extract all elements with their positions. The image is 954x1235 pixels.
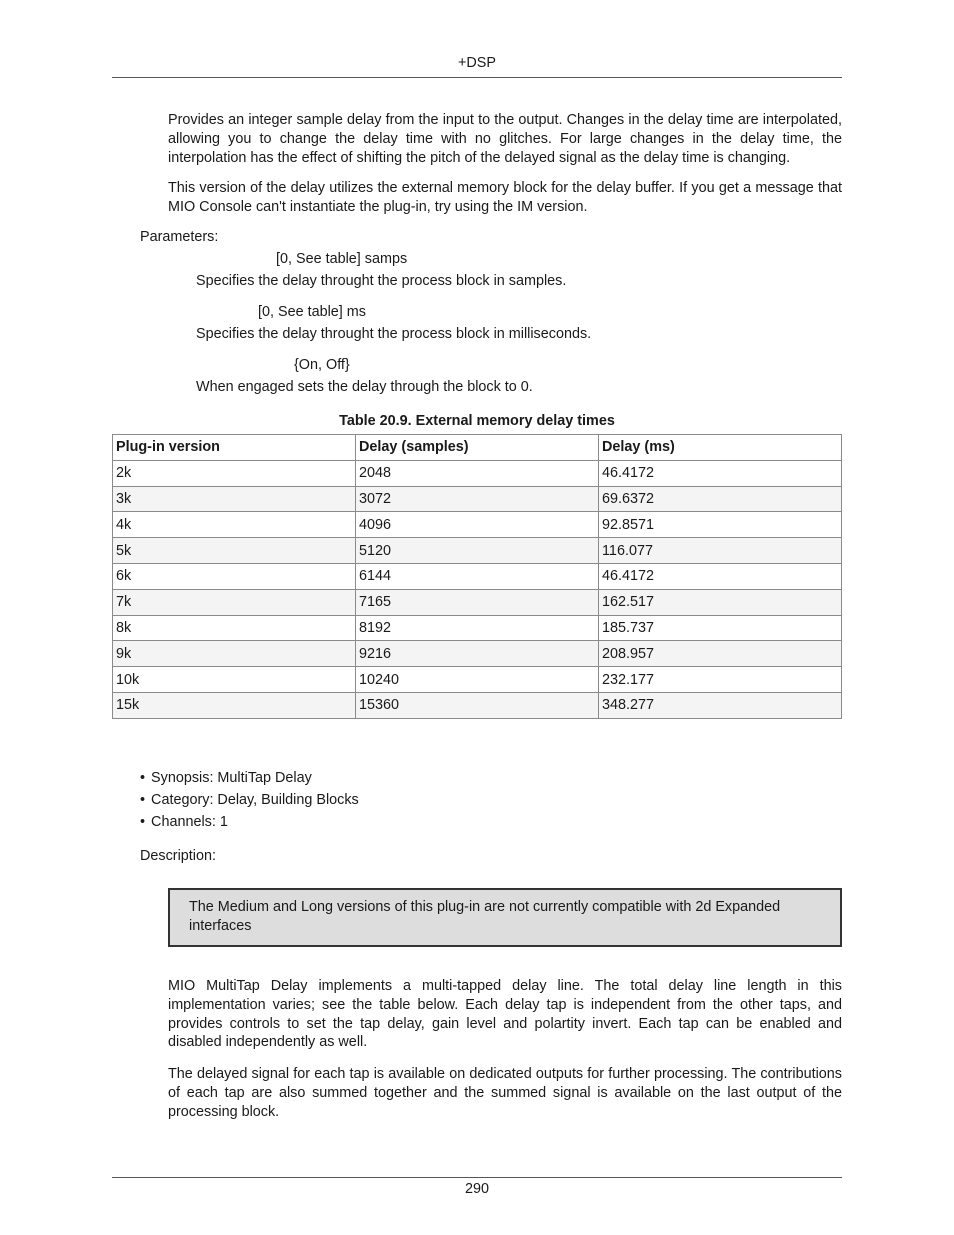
table-row — [113, 538, 842, 564]
cell-version: 2k — [113, 460, 356, 486]
table-row — [113, 460, 842, 486]
table-row — [113, 589, 842, 615]
cell-version: 7k — [113, 589, 356, 615]
cell-version: 15k — [113, 692, 356, 718]
cell-samples: 10240 — [356, 667, 599, 693]
cell-ms: 232.177 — [599, 667, 842, 693]
cell-version: 6k — [113, 563, 356, 589]
description-label: Description: — [140, 848, 216, 864]
param-2-range: [0, See table] ms — [258, 304, 366, 320]
parameters-label: Parameters: — [140, 229, 219, 245]
cell-samples: 5120 — [356, 538, 599, 564]
cell-version: 8k — [113, 615, 356, 641]
multitap-info-list — [140, 768, 359, 834]
intro-paragraph-1: Provides an integer sample delay from the input to the output. Changes in the delay time are interpolated, allowing you to change the delay time with no glitches. For large changes in the delay time, the interpolation has the effect of shifting the pitch of the delayed signal as the delay time is changing. — [168, 112, 842, 166]
cell-ms: 185.737 — [599, 615, 842, 641]
page-header-title: +DSP — [458, 55, 496, 71]
cell-ms: 348.277 — [599, 692, 842, 718]
cell-samples: 8192 — [356, 615, 599, 641]
table-row — [113, 563, 842, 589]
multitap-paragraph-1: MIO MultiTap Delay implements a multi-tapped delay line. The total delay line length in this implementation varies; see the table below. Each delay tap is independent from the other taps, and provides controls to set the tap delay, gain level and polartity invert. Each tap can be enabled and disabled independently as well. — [168, 978, 842, 1051]
table-row — [113, 486, 842, 512]
cell-ms: 208.957 — [599, 641, 842, 667]
cell-ms: 92.8571 — [599, 512, 842, 538]
cell-version: 3k — [113, 486, 356, 512]
table-header-row — [113, 435, 842, 461]
table-row — [113, 512, 842, 538]
cell-ms: 46.4172 — [599, 563, 842, 589]
cell-samples: 2048 — [356, 460, 599, 486]
cell-samples: 7165 — [356, 589, 599, 615]
table-caption: Table 20.9. External memory delay times — [339, 413, 615, 429]
list-item-category: • Category: Delay, Building Blocks — [140, 790, 359, 812]
header-rule — [112, 77, 842, 78]
list-item-channels: • Channels: 1 — [140, 812, 359, 834]
multitap-paragraph-2: The delayed signal for each tap is available on dedicated outputs for further processing. The contributions of each tap are also summed together and the summed signal is available on the last output of the processing block. — [168, 1066, 842, 1120]
cell-samples: 9216 — [356, 641, 599, 667]
cell-version: 4k — [113, 512, 356, 538]
cell-samples: 3072 — [356, 486, 599, 512]
cell-version: 9k — [113, 641, 356, 667]
header-plugin-version: Plug-in version — [113, 435, 356, 461]
cell-ms: 69.6372 — [599, 486, 842, 512]
header-delay-samples: Delay (samples) — [356, 435, 599, 461]
cell-version: 10k — [113, 667, 356, 693]
page-number: 290 — [464, 1181, 489, 1197]
table-row — [113, 692, 842, 718]
footer-rule — [112, 1177, 842, 1178]
intro-paragraph-2: This version of the delay utilizes the external memory block for the delay buffer. If you get a message that MIO Console can't instantiate the plug-in, try using the IM version. — [168, 180, 842, 215]
cell-samples: 6144 — [356, 563, 599, 589]
table-row — [113, 641, 842, 667]
cell-samples: 4096 — [356, 512, 599, 538]
cell-ms: 162.517 — [599, 589, 842, 615]
table-row — [113, 667, 842, 693]
compatibility-note-box — [168, 888, 842, 947]
cell-ms: 46.4172 — [599, 460, 842, 486]
param-2-description: Specifies the delay throught the process block in milliseconds. — [196, 326, 592, 342]
table-row — [113, 615, 842, 641]
delay-times-table — [112, 434, 842, 719]
param-1-description: Specifies the delay throught the process block in samples. — [196, 273, 567, 289]
cell-version: 5k — [113, 538, 356, 564]
param-3-description: When engaged sets the delay through the block to 0. — [196, 379, 533, 395]
cell-samples: 15360 — [356, 692, 599, 718]
cell-ms: 116.077 — [599, 538, 842, 564]
list-item-synopsis: • Synopsis: MultiTap Delay — [140, 768, 359, 790]
param-3-range: {On, Off} — [294, 357, 350, 373]
header-delay-ms: Delay (ms) — [599, 435, 842, 461]
compatibility-note-text: The Medium and Long versions of this plug-in are not currently compatible with 2d Expanded interfaces — [189, 899, 781, 934]
param-1-range: [0, See table] samps — [276, 251, 408, 267]
